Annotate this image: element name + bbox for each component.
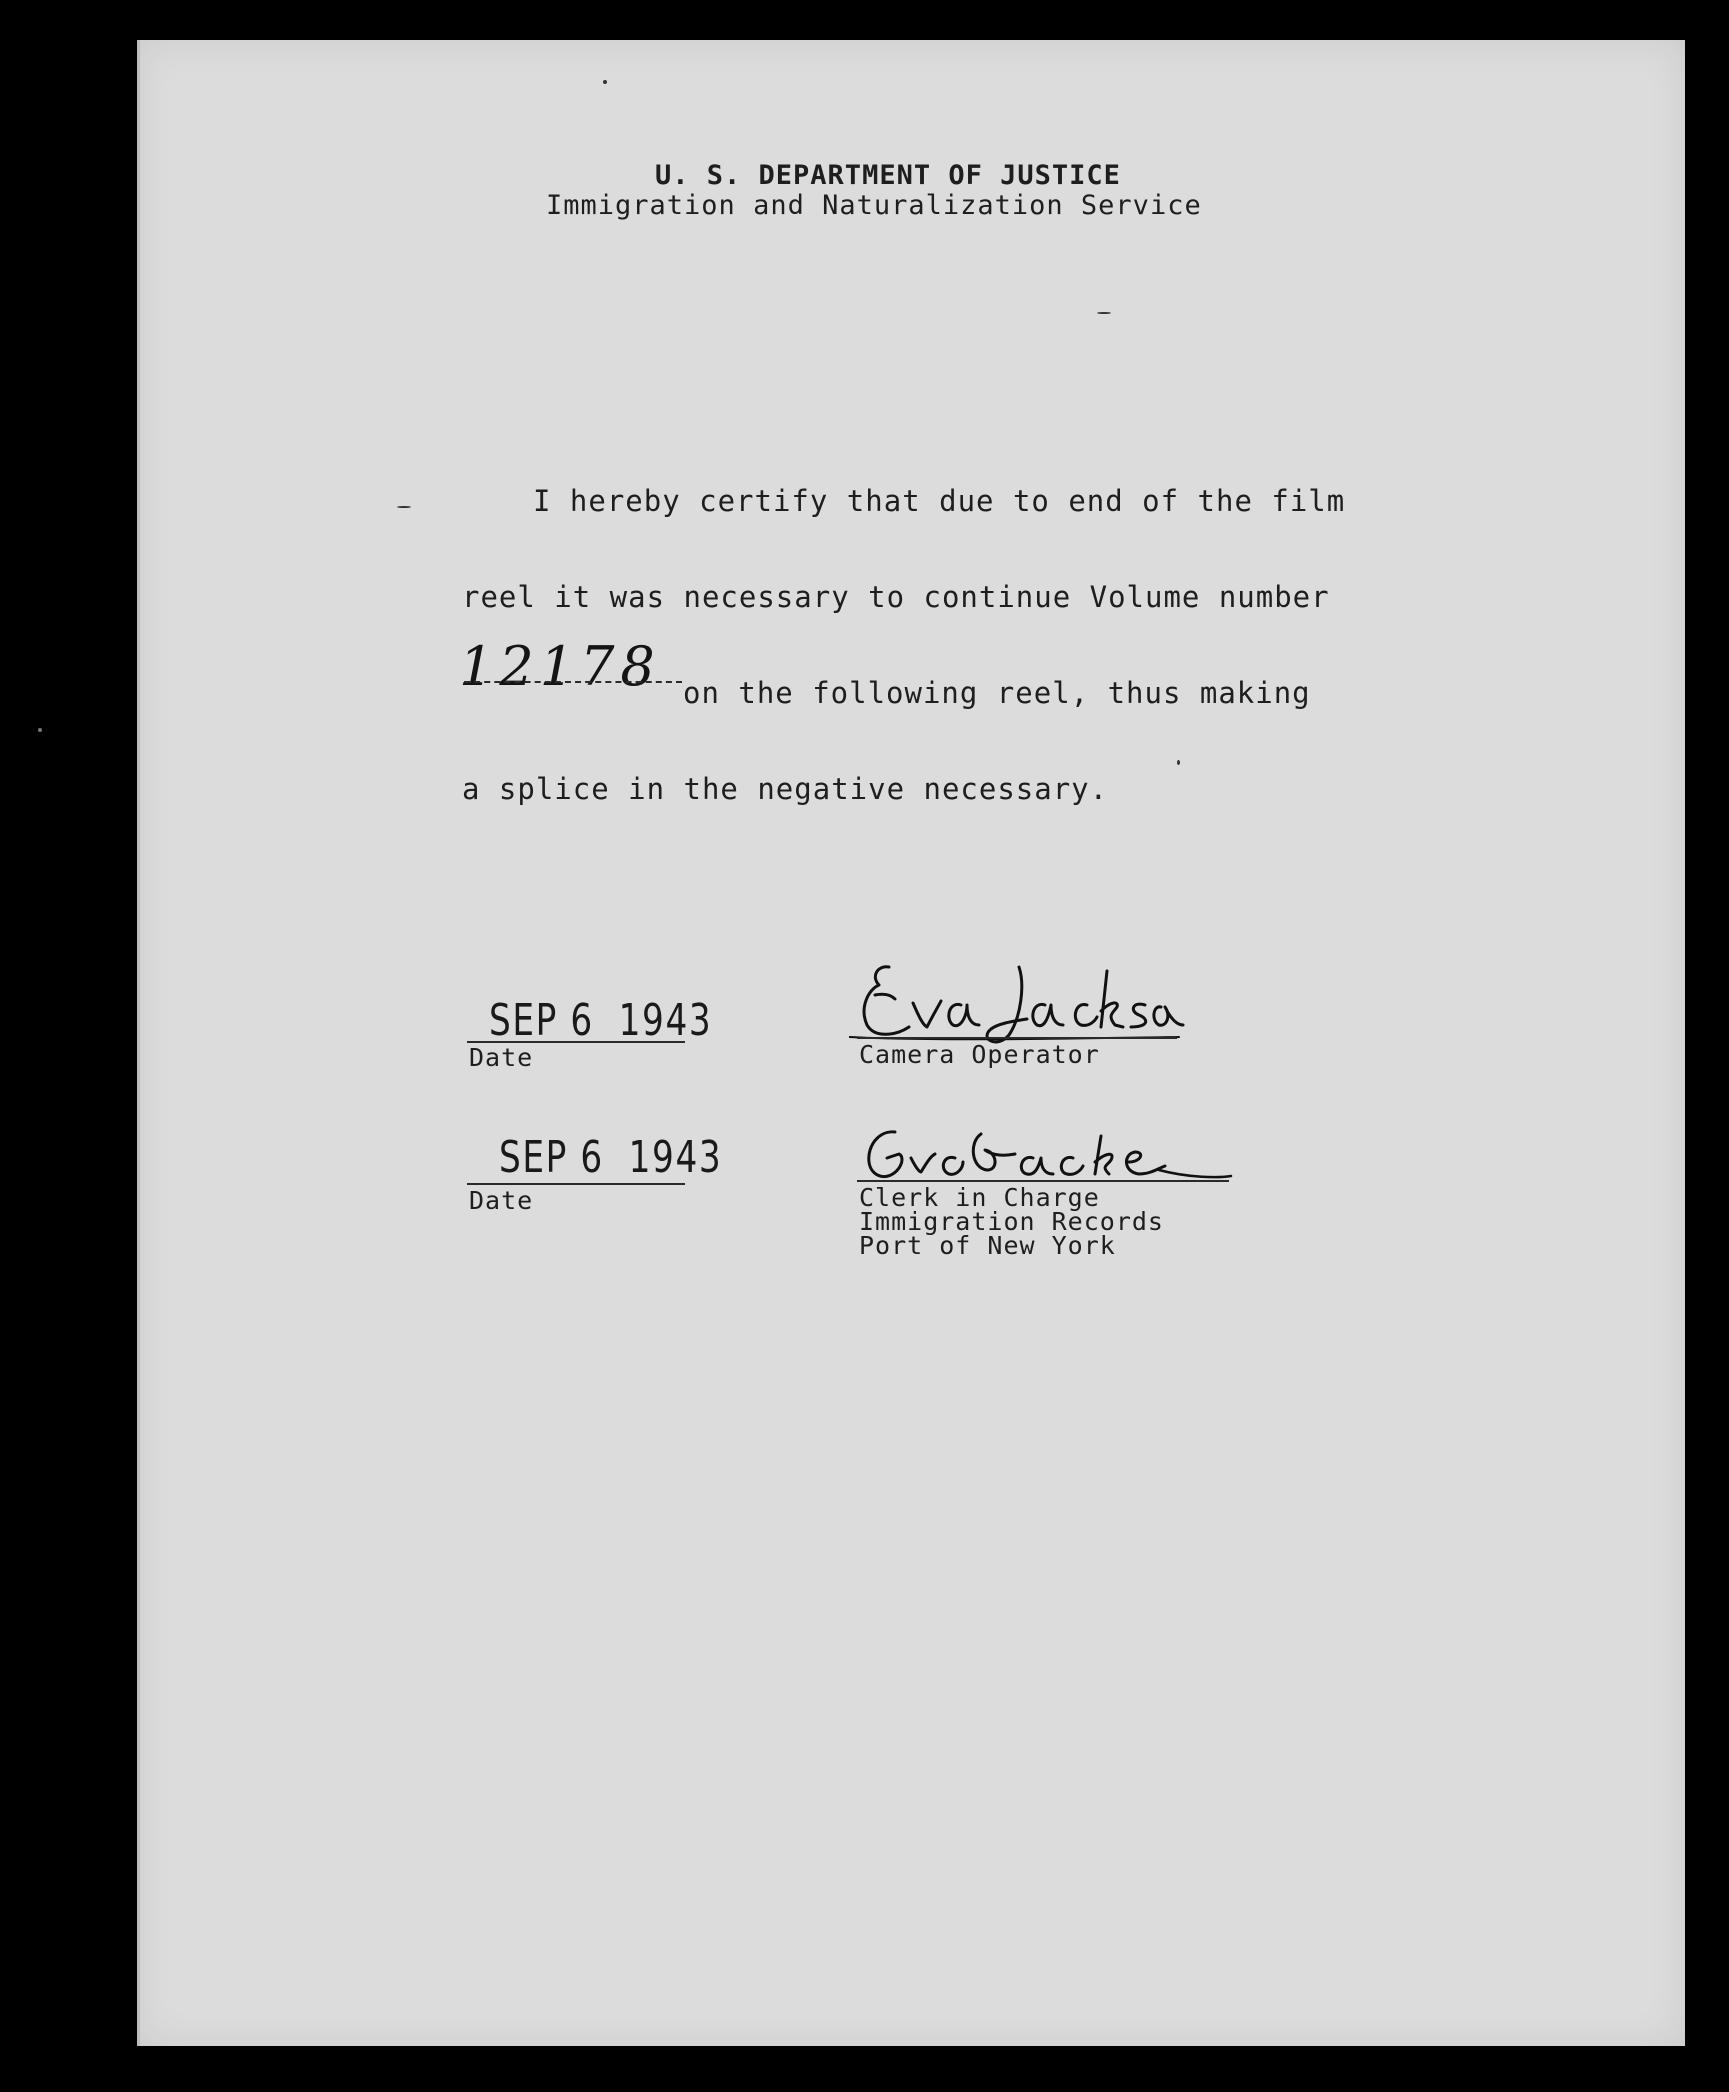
- certificate-line-3: on the following reel, thus making: [683, 676, 1311, 710]
- film-speck: [1097, 312, 1111, 314]
- clerk-signature-rule: [857, 1180, 1229, 1182]
- film-speck: [603, 80, 607, 84]
- certificate-line-2: reel it was necessary to continue Volume number: [462, 580, 1330, 614]
- clerk-title-line-1: Clerk in Charge: [859, 1183, 1100, 1212]
- department-heading: U. S. DEPARTMENT OF JUSTICE: [655, 160, 1121, 191]
- camera-operator-label: Camera Operator: [859, 1040, 1100, 1069]
- clerk-date-rule: [467, 1183, 685, 1185]
- film-speck: [397, 506, 411, 508]
- certificate-line-1: I hereby certify that due to end of the film: [533, 484, 1346, 518]
- operator-date-label: Date: [469, 1043, 534, 1072]
- service-heading: Immigration and Naturalization Service: [546, 190, 1202, 221]
- volume-number-handwritten: 12178: [459, 635, 661, 698]
- clerk-title-line-2: Immigration Records: [859, 1207, 1164, 1236]
- camera-operator-signature: [849, 955, 1189, 1045]
- film-speck: [38, 728, 42, 732]
- volume-number-blank-line: [464, 681, 682, 683]
- camera-operator-signature-rule: [857, 1037, 1177, 1039]
- certificate-line-4: a splice in the negative necessary.: [462, 772, 1109, 806]
- document-page: [137, 40, 1685, 2046]
- clerk-date-stamp: SEP 6 1943: [499, 1132, 723, 1183]
- operator-date-stamp: SEP 6 1943: [489, 995, 713, 1046]
- clerk-title-line-3: Port of New York: [859, 1231, 1116, 1260]
- film-speck: [1177, 760, 1180, 765]
- clerk-date-label: Date: [469, 1186, 534, 1215]
- page-edge: [137, 40, 140, 2046]
